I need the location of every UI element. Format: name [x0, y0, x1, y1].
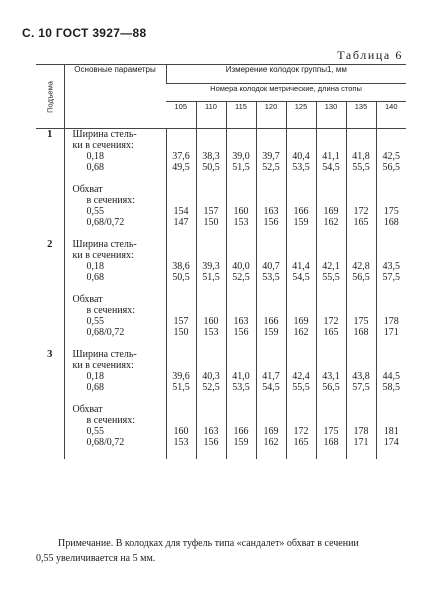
section-label: 0,55	[86, 316, 104, 327]
value-column	[226, 239, 256, 349]
cell-value: 162	[323, 217, 339, 228]
cell-value: 150	[173, 327, 189, 338]
cell-value: 172	[353, 206, 369, 217]
value-column	[256, 239, 286, 349]
value-column	[316, 239, 346, 349]
cell-value: 169	[263, 426, 279, 437]
cell-value: 159	[293, 217, 309, 228]
parameter-heading: Обхват	[72, 294, 103, 305]
page-header: С. 10 ГОСТ 3927—88	[22, 26, 147, 40]
cell-value: 41,4	[292, 261, 310, 272]
section-label: 0,18	[86, 371, 104, 382]
size-header: 105	[166, 102, 196, 129]
cell-value: 160	[173, 426, 189, 437]
cell-value: 162	[263, 437, 279, 448]
value-column	[286, 239, 316, 349]
cell-value: 51,5	[172, 382, 190, 393]
value-column	[346, 129, 376, 240]
parameter-heading: в сечениях:	[86, 305, 136, 316]
dimensions-table	[36, 64, 406, 459]
cell-value: 56,5	[352, 272, 370, 283]
cell-value: 163	[233, 316, 249, 327]
cell-value: 159	[263, 327, 279, 338]
cell-value: 178	[383, 316, 399, 327]
value-column	[316, 129, 346, 240]
cell-value: 175	[323, 426, 339, 437]
parameter-labels	[64, 239, 166, 349]
parameter-heading: в сечениях:	[86, 415, 136, 426]
parameter-heading: ки в сечениях:	[72, 360, 134, 371]
size-header: 110	[196, 102, 226, 129]
cell-value: 57,5	[382, 272, 401, 283]
section-label: 0,68/0,72	[86, 217, 125, 228]
cell-value: 50,5	[172, 272, 190, 283]
note-line-2: 0,55 увеличивается на 5 мм.	[36, 553, 156, 564]
cell-value: 154	[173, 206, 189, 217]
value-column	[376, 349, 406, 459]
cell-value: 169	[323, 206, 339, 217]
cell-value: 40,7	[262, 261, 280, 272]
value-column	[226, 349, 256, 459]
cell-value: 54,5	[262, 382, 280, 393]
sub-header: Номера колодок метрические, длина стопы	[166, 84, 406, 102]
value-column	[166, 349, 196, 459]
cell-value: 172	[293, 426, 309, 437]
cell-value: 56,5	[382, 162, 401, 173]
cell-value: 147	[173, 217, 189, 228]
cell-value: 55,5	[352, 162, 370, 173]
cell-value: 50,5	[202, 162, 220, 173]
value-column	[166, 239, 196, 349]
cell-value: 40,3	[202, 371, 220, 382]
cell-value: 52,5	[262, 162, 280, 173]
cell-value: 178	[353, 426, 369, 437]
cell-value: 175	[353, 316, 369, 327]
cell-value: 43,5	[382, 261, 401, 272]
size-header: 115	[226, 102, 256, 129]
cell-value: 53,5	[292, 162, 310, 173]
section-label: 0,68	[86, 272, 104, 283]
cell-value: 171	[383, 327, 399, 338]
size-header: 140	[376, 102, 406, 129]
cell-value: 171	[353, 437, 369, 448]
cell-value: 166	[293, 206, 309, 217]
cell-value: 156	[203, 437, 219, 448]
cell-value: 166	[233, 426, 249, 437]
parameters-header: Основные параметры	[64, 65, 166, 129]
value-column	[166, 129, 196, 240]
cell-value: 153	[173, 437, 189, 448]
cell-value: 160	[203, 316, 219, 327]
cell-value: 165	[353, 217, 369, 228]
cell-value: 53,5	[232, 382, 250, 393]
cell-value: 165	[323, 327, 339, 338]
parameter-labels	[64, 349, 166, 459]
cell-value: 150	[203, 217, 219, 228]
cell-value: 172	[323, 316, 339, 327]
cell-value: 153	[233, 217, 249, 228]
cell-value: 51,5	[202, 272, 220, 283]
value-column	[286, 129, 316, 240]
value-column	[346, 349, 376, 459]
parameter-heading: Ширина стель-	[72, 349, 137, 360]
cell-value: 56,5	[322, 382, 340, 393]
table-title: Таблица 6	[337, 48, 403, 62]
section-label: 0,18	[86, 261, 104, 272]
size-header: 125	[286, 102, 316, 129]
cell-value: 38,3	[202, 151, 220, 162]
parameter-labels	[64, 129, 166, 240]
cell-value: 174	[383, 437, 399, 448]
cell-value: 58,5	[382, 382, 401, 393]
cell-value: 38,6	[172, 261, 190, 272]
cell-value: 162	[293, 327, 309, 338]
section-number: 2	[47, 239, 53, 250]
cell-value: 49,5	[172, 162, 190, 173]
cell-value: 169	[293, 316, 309, 327]
group-header: Измерение колодок группы1, мм	[166, 65, 406, 84]
size-header: 135	[346, 102, 376, 129]
cell-value: 44,5	[382, 371, 401, 382]
value-column	[286, 349, 316, 459]
cell-value: 42,8	[352, 261, 370, 272]
parameter-heading: ки в сечениях:	[72, 250, 134, 261]
cell-value: 168	[323, 437, 339, 448]
parameter-heading: Обхват	[72, 184, 103, 195]
cell-value: 39,7	[262, 151, 280, 162]
section-label: 0,55	[86, 426, 104, 437]
cell-value: 54,5	[322, 162, 340, 173]
value-column	[376, 129, 406, 240]
cell-value: 163	[263, 206, 279, 217]
section-row	[36, 239, 406, 349]
parameter-heading: Ширина стель-	[72, 129, 137, 140]
cell-value: 54,5	[292, 272, 310, 283]
cell-value: 163	[203, 426, 219, 437]
cell-value: 156	[263, 217, 279, 228]
row-number-header: Подъема	[36, 65, 64, 129]
cell-value: 41,7	[262, 371, 280, 382]
value-column	[346, 239, 376, 349]
value-column	[196, 349, 226, 459]
cell-value: 42,5	[382, 151, 401, 162]
section-label: 0,55	[86, 206, 104, 217]
cell-value: 41,0	[232, 371, 250, 382]
cell-value: 51,5	[232, 162, 250, 173]
section-label: 0,18	[86, 151, 104, 162]
cell-value: 43,1	[322, 371, 340, 382]
value-column	[256, 129, 286, 240]
cell-value: 43,8	[352, 371, 370, 382]
cell-value: 42,1	[322, 261, 340, 272]
cell-value: 53,5	[262, 272, 280, 283]
cell-value: 37,6	[172, 151, 190, 162]
cell-value: 39,0	[232, 151, 250, 162]
section-label: 0,68	[86, 382, 104, 393]
cell-value: 40,4	[292, 151, 310, 162]
cell-value: 39,3	[202, 261, 220, 272]
note-line-1: Примечание. В колодках для туфель типа «сандалет» обхват в сечении	[58, 538, 359, 549]
cell-value: 157	[173, 316, 189, 327]
section-label: 0,68/0,72	[86, 327, 125, 338]
parameter-heading: Ширина стель-	[72, 239, 137, 250]
cell-value: 52,5	[232, 272, 250, 283]
parameter-heading: Обхват	[72, 404, 103, 415]
value-column	[196, 239, 226, 349]
cell-value: 39,6	[172, 371, 190, 382]
section-row	[36, 349, 406, 459]
cell-value: 52,5	[202, 382, 220, 393]
cell-value: 42,4	[292, 371, 310, 382]
cell-value: 168	[383, 217, 399, 228]
parameter-heading: ки в сечениях:	[72, 140, 134, 151]
section-label: 0,68	[86, 162, 104, 173]
parameter-heading: в сечениях:	[86, 195, 136, 206]
cell-value: 165	[293, 437, 309, 448]
value-column	[256, 349, 286, 459]
cell-value: 156	[233, 327, 249, 338]
section-label: 0,68/0,72	[86, 437, 125, 448]
section-number: 1	[47, 129, 53, 140]
cell-value: 157	[203, 206, 219, 217]
size-header: 130	[316, 102, 346, 129]
cell-value: 160	[233, 206, 249, 217]
cell-value: 153	[203, 327, 219, 338]
cell-value: 41,8	[352, 151, 370, 162]
cell-value: 40,0	[232, 261, 250, 272]
cell-value: 166	[263, 316, 279, 327]
value-column	[196, 129, 226, 240]
cell-value: 41,1	[322, 151, 340, 162]
value-column	[376, 239, 406, 349]
cell-value: 168	[353, 327, 369, 338]
section-number: 3	[47, 349, 53, 360]
section-row	[36, 129, 406, 240]
cell-value: 175	[383, 206, 399, 217]
cell-value: 55,5	[322, 272, 340, 283]
table-note	[36, 536, 408, 566]
cell-value: 181	[383, 426, 399, 437]
value-column	[226, 129, 256, 240]
size-header: 120	[256, 102, 286, 129]
value-column	[316, 349, 346, 459]
cell-value: 55,5	[292, 382, 310, 393]
cell-value: 57,5	[352, 382, 370, 393]
cell-value: 159	[233, 437, 249, 448]
